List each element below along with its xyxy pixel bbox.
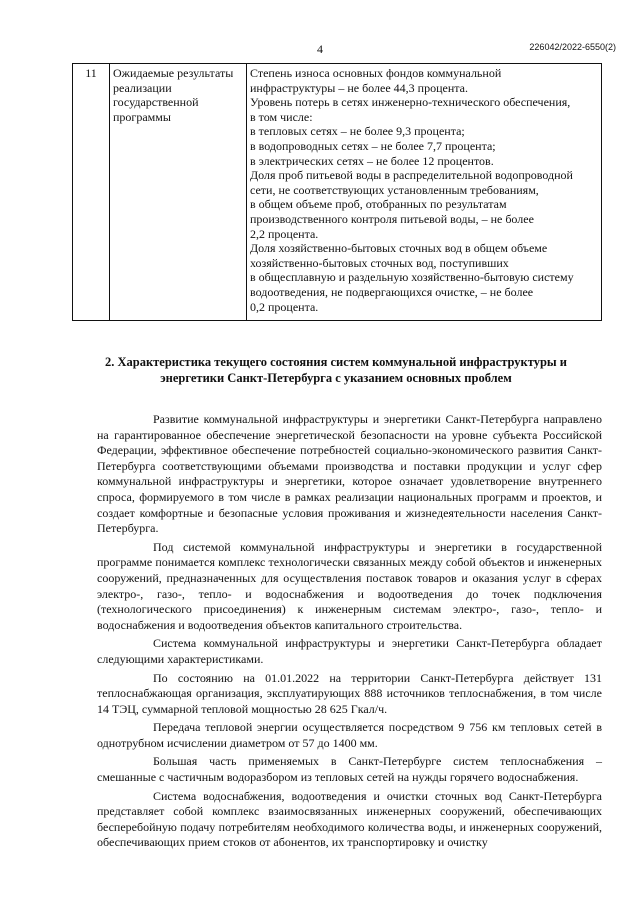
value-line: в общем объеме проб, отобранных по результатам — [250, 197, 507, 212]
value-line: Степень износа основных фондов коммунальной — [250, 66, 502, 80]
section-body — [97, 412, 602, 854]
table-row — [73, 64, 602, 321]
value-line: в общесплавную и раздельную хозяйственно-бытовую систему — [250, 270, 574, 285]
paragraph: Большая часть применяемых в Санкт-Петербурге систем теплоснабжения – смешанные с частичным водоразбором из тепловых сетей на нужды горячего водоснабжения. — [97, 754, 602, 785]
paragraph: По состоянию на 01.01.2022 на территории Санкт-Петербурга действует 131 теплоснабжающая организация, эксплуатирующих 888 источников теплоснабжения, в том числе 14 ТЭЦ, суммарной тепловой мощностью 28 625 Гкал/ч. — [97, 670, 602, 716]
value-line: хозяйственно-бытовых сточных вод, поступивших — [250, 255, 509, 270]
value-line: в тепловых сетях – не более 9,3 процента; — [250, 124, 465, 139]
value-line: в водопроводных сетях – не более 7,7 процента; — [250, 138, 496, 153]
value-line: производственного контроля питьевой воды, – не более — [250, 211, 534, 226]
paragraph: Развитие коммунальной инфраструктуры и энергетики Санкт-Петербурга направлено на гарантированное обеспечение энергетической безопасности на уровне субъекта Российской Федерации, эффективное обеспечение потребностей социально-экономического развития Санкт-Петербурга соответствующими объемами производства и поставки продукции и услуг сфер коммунальной инфраструктуры и энергетики, которое означает удовлетворение внутреннего спроса, формируемого в том числе в рамках реализации национальных программ и проектов, и создает комфортные и безопасные условия проживания и жизнедеятельности населения Санкт-Петербурга. — [97, 412, 602, 536]
row-number: 11 — [73, 64, 110, 321]
value-line: сети, не соответствующих установленным требованиям, — [250, 182, 539, 197]
paragraph: Под системой коммунальной инфраструктуры и энергетики в государственной программе понимается комплекс технологически связанных между собой объектов и инженерных сооружений, предназначенных для осуществления поставок товаров и оказания услуг в сферах электро-, газо-, тепло- и водоснабжения и водоотведения до точек подключения (технологического присоединения) к инженерным системам электро-, газо-, тепло- и водоснабжения и водоотведения объектов капитального строительства. — [97, 539, 602, 632]
value-line: инфраструктуры – не более 44,3 процента. — [250, 80, 468, 95]
row-label: Ожидаемые результаты реализации государственной программы — [110, 64, 247, 321]
value-line: Доля хозяйственно-бытовых сточных вод в общем объеме — [250, 241, 548, 256]
value-line: водоотведения, не подвергающихся очистке, – не более — [250, 284, 534, 299]
page-number: 4 — [317, 42, 323, 56]
value-line: в том числе: — [250, 109, 313, 124]
value-line: Доля проб питьевой воды в распределительной водопроводной — [250, 168, 573, 183]
document-code: 226042/2022-6550(2) — [529, 42, 616, 52]
program-passport-table — [72, 63, 602, 321]
paragraph: Система коммунальной инфраструктуры и энергетики Санкт-Петербурга обладает следующими характеристиками. — [97, 636, 602, 666]
value-line: в электрических сетях – не более 12 процентов. — [250, 153, 494, 168]
value-line: 0,2 процента. — [250, 299, 319, 314]
section-title: 2. Характеристика текущего состояния систем коммунальной инфраструктуры и энергетики Санкт-Петербурга с указанием основных проблем — [104, 355, 567, 385]
paragraph: Передача тепловой энергии осуществляется посредством 9 756 км тепловых сетей в однотрубном исчислении диаметром от 57 до 1400 мм. — [97, 720, 602, 750]
value-line: Уровень потерь в сетях инженерно-технического обеспечения, — [250, 95, 571, 110]
value-line: 2,2 процента. — [250, 226, 319, 241]
paragraph: Система водоснабжения, водоотведения и очистки сточных вод Санкт-Петербурга представляет собой комплекс взаимосвязанных инженерных сооружений, обеспечивающих бесперебойную подачу потребителям необходимого количества воды, и инженерных сооружений, обеспечивающих прием стоков от абонентов, их транспортировку и очистку — [97, 788, 602, 850]
row-value — [247, 64, 602, 321]
